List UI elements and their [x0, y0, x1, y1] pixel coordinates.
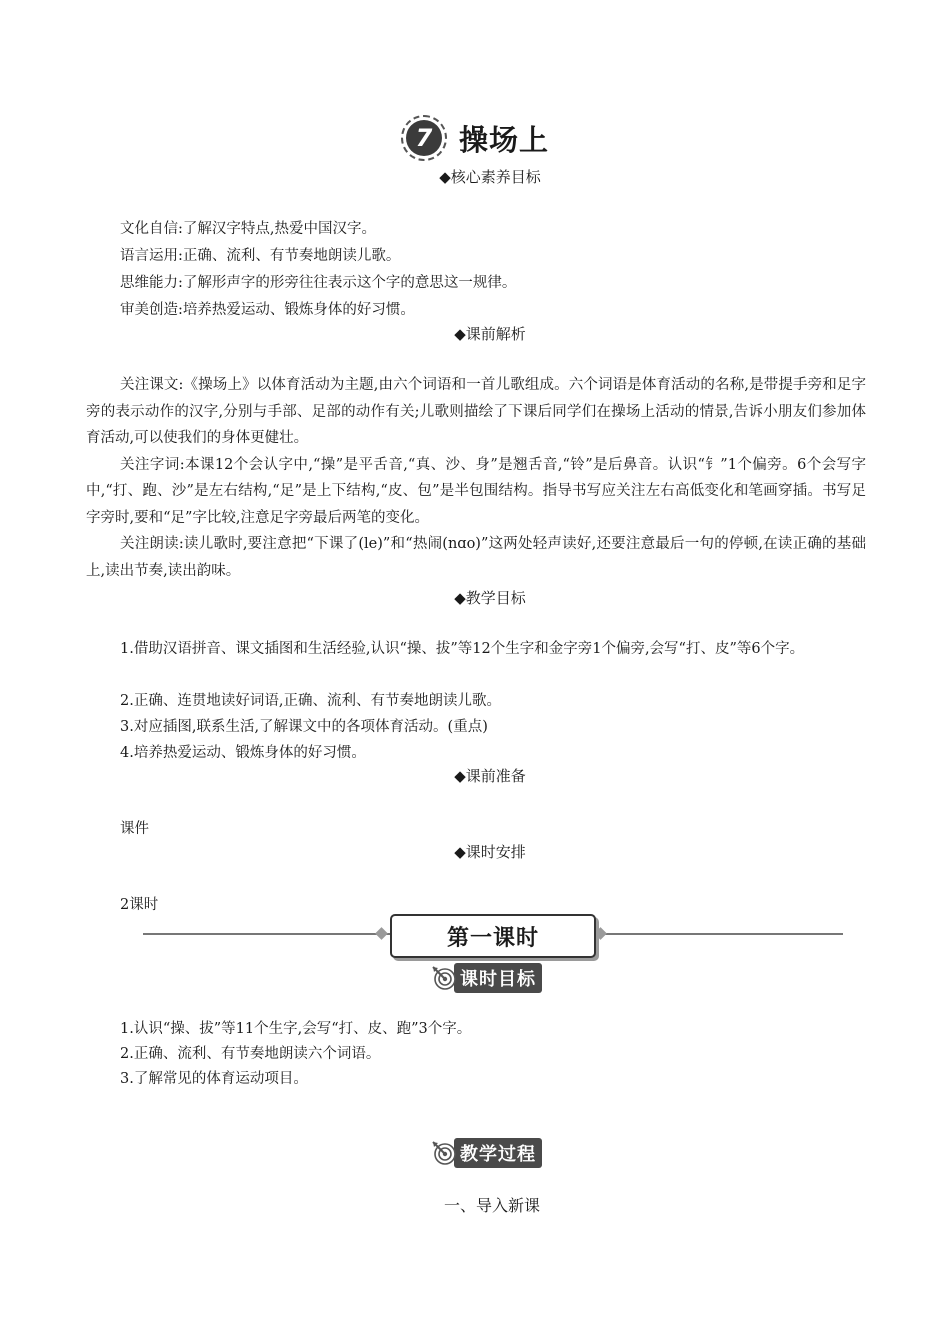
divider-diamond — [375, 927, 388, 940]
goal-item-text: 1.借助汉语拼音、课文插图和生活经验,认识“操、拔”等12个生字和金字旁1个偏旁,会写“打、皮”等6个字。 — [120, 641, 805, 657]
process-step-title: 一、导入新课 — [443, 1196, 540, 1215]
goal-item: 4.培养热爱运动、锻炼身体的好习惯。 — [120, 745, 366, 761]
analysis-paragraph: 关注课文:《操场上》以体育活动为主题,由六个词语和一首儿歌组成。六个词语是体育活动的名称,是带提手旁和足字旁的表示动作的汉字,分别与手部、足部的动作有关;儿歌则描绘了下课后同学们在操场上活动的情景,告诉小朋友们参加体育活动,可以使我们的身体更健壮。 — [86, 377, 866, 446]
core-item: 审美创造:培养热爱运动、锻炼身体的好习惯。 — [120, 302, 415, 318]
core-item: 思维能力:了解形声字的形旁往往表示这个字的意思这一规律。 — [120, 275, 517, 291]
section-analysis: ◆课前解析 — [454, 325, 526, 343]
target-icon — [432, 1141, 456, 1165]
divider-diamond — [594, 927, 607, 940]
tag-process — [432, 1138, 542, 1168]
core-item: 文化自信:了解汉字特点,热爱中国汉字。 — [120, 221, 376, 237]
section-schedule: ◆课时安排 — [454, 843, 526, 861]
analysis-paragraph: 关注朗读:读儿歌时,要注意把“下课了(le)”和“热闹(nɑo)”这两处轻声读好,还要注意最后一句的停顿,在读正确的基础上,读出节奏,读出韵味。 — [86, 536, 866, 579]
analysis-body — [86, 372, 866, 584]
period-goal-item: 2.正确、流利、有节奏地朗读六个词语。 — [120, 1046, 381, 1062]
tag-process-label: 教学过程 — [454, 1138, 542, 1168]
goal-item — [86, 636, 866, 663]
section-teaching-goals: ◆教学目标 — [454, 589, 526, 607]
lesson-header — [0, 112, 950, 164]
period-goal-item: 3.了解常见的体育运动项目。 — [120, 1071, 308, 1087]
tag-period-goals — [432, 963, 542, 993]
section-prep: ◆课前准备 — [454, 767, 526, 785]
schedule-text: 2课时 — [120, 897, 159, 913]
goal-item: 2.正确、连贯地读好词语,正确、流利、有节奏地朗读儿歌。 — [120, 693, 501, 709]
lesson-number: 7 — [406, 120, 442, 156]
tag-period-goals-label: 课时目标 — [454, 963, 542, 993]
core-item: 语言运用:正确、流利、有节奏地朗读儿歌。 — [120, 248, 401, 264]
goal-item: 3.对应插图,联系生活,了解课文中的各项体育活动。(重点) — [120, 719, 488, 735]
analysis-paragraph: 关注字词:本课12个会认字中,“操”是平舌音,“真、沙、身”是翘舌音,“铃”是后鼻音。认识“钅”1个偏旁。6个会写字中,“打、跑、沙”是左右结构,“足”是上下结构,“皮、包”是半包围结构。指导书写应关注左右高低变化和笔画穿插。书写足字旁时,要和“足”字比较,注意足字旁最后两笔的变化。 — [86, 456, 866, 526]
section-core-goals: ◆核心素养目标 — [439, 168, 541, 186]
period-goal-item: 1.认识“操、拔”等11个生字,会写“打、皮、跑”3个字。 — [120, 1021, 472, 1037]
lesson-title: 操场上 — [458, 122, 549, 157]
target-icon — [432, 966, 456, 990]
lesson-number-badge — [401, 115, 447, 161]
prep-text: 课件 — [120, 821, 149, 837]
period-title: 第一课时 — [390, 914, 596, 958]
